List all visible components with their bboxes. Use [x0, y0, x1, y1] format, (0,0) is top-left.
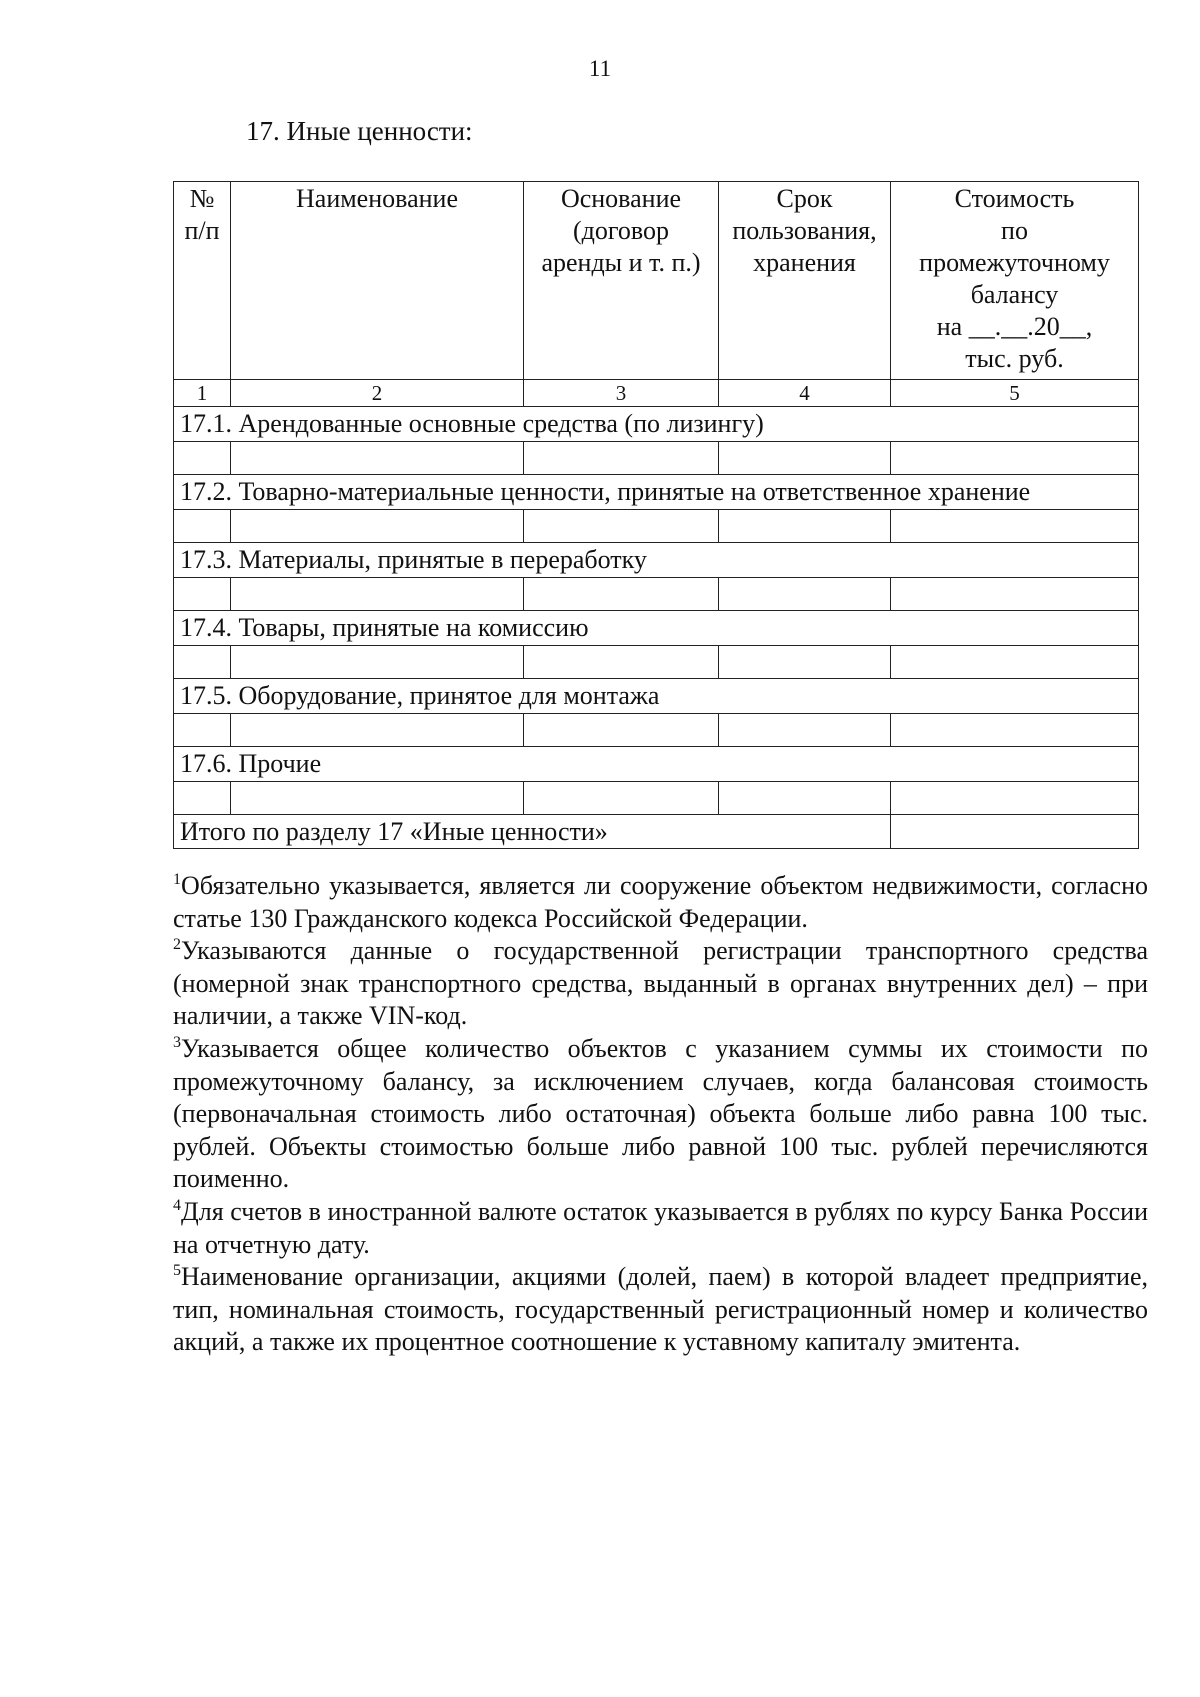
header-line: хранения — [753, 248, 856, 277]
empty-entry-row — [174, 442, 1139, 475]
section-title: 17. Иные ценности: — [246, 116, 473, 146]
header-cell — [174, 182, 231, 380]
empty-cell[interactable] — [719, 510, 891, 543]
header-line: промежуточному — [919, 248, 1110, 277]
empty-entry-row — [174, 782, 1139, 815]
empty-cell[interactable] — [719, 714, 891, 747]
footnote-text: Обязательно указывается, является ли сооружение объектом недвижимости, согласно статье 130 Гражданского кодекса Российской Федерации. — [173, 871, 1148, 933]
header-line: № — [189, 184, 215, 213]
footnote — [173, 935, 1148, 1033]
header-line: Наименование — [296, 184, 458, 213]
group-label: 17.6. Прочие — [174, 747, 1139, 782]
empty-cell[interactable] — [891, 442, 1139, 475]
header-line: Основание — [560, 184, 682, 213]
footnote-mark: 2 — [173, 936, 181, 954]
empty-cell[interactable] — [891, 646, 1139, 679]
footnote-text: Для счетов в иностранной валюте остаток указывается в рублях по курсу Банка России на отчетную дату. — [173, 1196, 1148, 1259]
column-number: 5 — [891, 380, 1139, 407]
page-number: 11 — [588, 56, 612, 81]
column-number: 3 — [524, 380, 719, 407]
header-cell — [719, 182, 891, 380]
total-label: Итого по разделу 17 «Иные ценности» — [174, 815, 891, 849]
empty-cell[interactable] — [891, 510, 1139, 543]
group-label: 17.5. Оборудование, принятое для монтажа — [174, 679, 1139, 714]
empty-cell[interactable] — [524, 714, 719, 747]
group-row — [174, 747, 1139, 782]
empty-cell[interactable] — [719, 578, 891, 611]
column-number: 1 — [174, 380, 231, 407]
total-row — [174, 815, 1139, 849]
footnote-mark: 4 — [173, 1196, 181, 1214]
group-row — [174, 679, 1139, 714]
header-line: балансу — [970, 280, 1059, 309]
group-label: 17.2. Товарно-материальные ценности, принятые на ответственное хранение — [174, 475, 1139, 510]
group-label: 17.1. Арендованные основные средства (по лизингу) — [174, 407, 1139, 442]
empty-cell[interactable] — [231, 442, 524, 475]
empty-cell[interactable] — [174, 578, 231, 611]
empty-cell[interactable] — [524, 782, 719, 815]
header-cell — [891, 182, 1139, 380]
empty-cell[interactable] — [174, 714, 231, 747]
header-cell — [231, 182, 524, 380]
empty-cell[interactable] — [891, 714, 1139, 747]
header-line: на __.__.20__, — [936, 312, 1093, 341]
footnote-text: Указывается общее количество объектов с указанием суммы их стоимости по промежуточному балансу, за исключением случаев, когда балансовая стоимость (первоначальная стоимость либо остаточная) объекта больше либо равна 100 тыс. рублей. Объекты стоимостью больше либо равной 100 тыс. рублей перечисляются поименно. — [173, 1033, 1148, 1194]
footnote-mark: 5 — [173, 1262, 181, 1280]
column-number-row — [174, 380, 1139, 407]
group-row — [174, 611, 1139, 646]
header-line: тыс. руб. — [965, 344, 1064, 373]
group-label: 17.4. Товары, принятые на комиссию — [174, 611, 1139, 646]
empty-cell[interactable] — [174, 646, 231, 679]
group-row — [174, 543, 1139, 578]
empty-cell[interactable] — [231, 714, 524, 747]
header-line: пользования, — [732, 216, 877, 245]
header-line: (договор — [572, 216, 669, 245]
empty-cell[interactable] — [719, 442, 891, 475]
column-number: 2 — [231, 380, 524, 407]
table-header-row — [174, 182, 1139, 380]
header-line: п/п — [184, 216, 220, 245]
empty-cell[interactable] — [231, 646, 524, 679]
header-line: по — [1001, 216, 1028, 245]
empty-cell[interactable] — [524, 578, 719, 611]
empty-entry-row — [174, 510, 1139, 543]
header-line: Стоимость — [954, 184, 1075, 213]
header-line: аренды и т. п.) — [541, 248, 701, 277]
header-line: Срок — [776, 184, 833, 213]
empty-entry-row — [174, 714, 1139, 747]
empty-entry-row — [174, 646, 1139, 679]
empty-cell[interactable] — [891, 578, 1139, 611]
empty-cell[interactable] — [231, 510, 524, 543]
footnote-mark: 3 — [173, 1033, 181, 1051]
empty-cell[interactable] — [524, 646, 719, 679]
footnote-text: Наименование организации, акциями (долей, паем) в которой владеет предприятие, тип, номинальная стоимость, государственный регистрационный номер и количество акций, а также их процентное соотношение к уставному капиталу эмитента. — [173, 1262, 1148, 1357]
empty-cell[interactable] — [231, 782, 524, 815]
footnote — [173, 1261, 1148, 1359]
column-number: 4 — [719, 380, 891, 407]
group-label: 17.3. Материалы, принятые в переработку — [174, 543, 1139, 578]
footnote-text: Указываются данные о государственной регистрации транспортного средства (номерной знак транспортного средства, выданный в органах внутренних дел) – при наличии, а также VIN-код. — [173, 936, 1148, 1031]
empty-cell[interactable] — [719, 782, 891, 815]
footnote — [173, 1033, 1148, 1196]
footnote — [173, 1196, 1148, 1261]
empty-cell[interactable] — [524, 510, 719, 543]
empty-entry-row — [174, 578, 1139, 611]
total-value-cell[interactable] — [891, 815, 1139, 849]
group-row — [174, 407, 1139, 442]
empty-cell[interactable] — [174, 510, 231, 543]
group-row — [174, 475, 1139, 510]
footnote-mark: 1 — [173, 871, 181, 888]
empty-cell[interactable] — [174, 782, 231, 815]
footnote — [173, 870, 1148, 935]
empty-cell[interactable] — [891, 782, 1139, 815]
empty-cell[interactable] — [231, 578, 524, 611]
other-values-table — [173, 181, 1139, 849]
footnotes — [173, 870, 1148, 1359]
empty-cell[interactable] — [719, 646, 891, 679]
header-cell — [524, 182, 719, 380]
empty-cell[interactable] — [174, 442, 231, 475]
empty-cell[interactable] — [524, 442, 719, 475]
